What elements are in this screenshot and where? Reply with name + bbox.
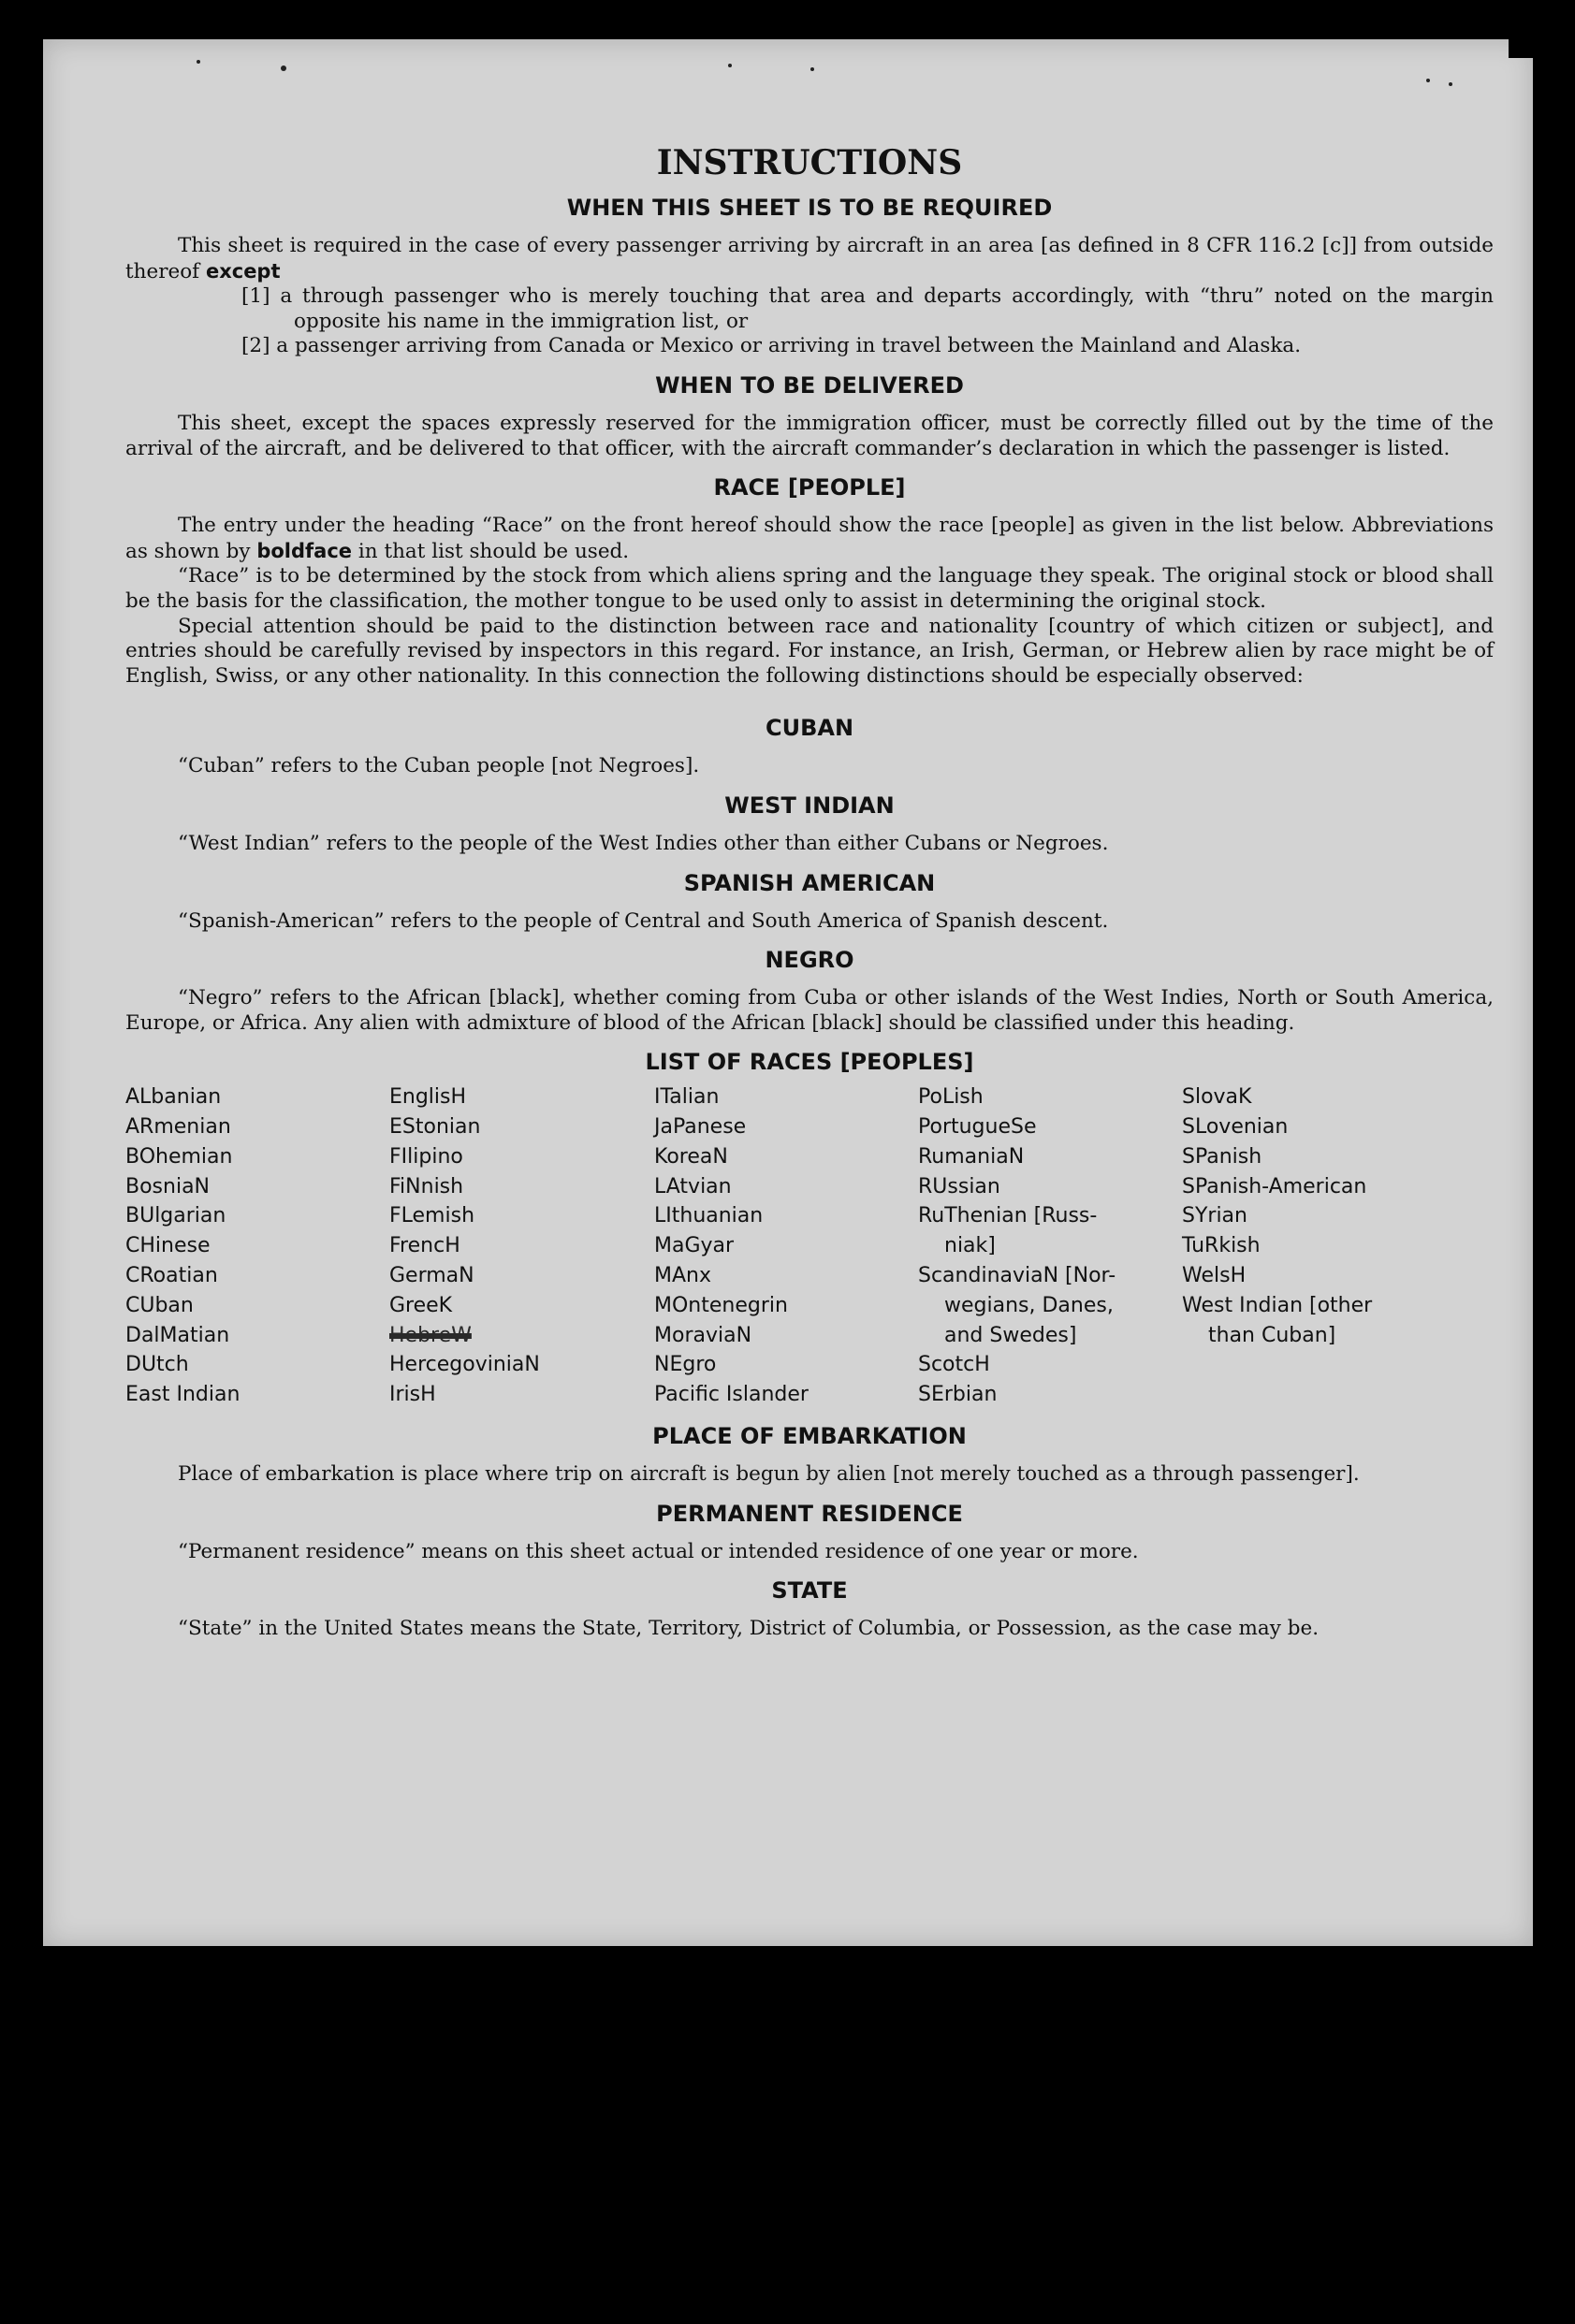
race-p1-end: in that list should be used.	[352, 539, 630, 563]
race-entry: CRoatian	[125, 1264, 218, 1288]
race-entry: BUlgarian	[125, 1204, 226, 1228]
race-entry: SErbian	[918, 1383, 998, 1407]
document-sheet	[43, 39, 1533, 1946]
race-entry-continued: than Cuban]	[1208, 1323, 1336, 1347]
race-entry: ScandinaviaN [Nor-	[918, 1264, 1116, 1288]
race-entry: PoLish	[918, 1085, 984, 1110]
heading-west-indian: WEST INDIAN	[724, 792, 895, 819]
race-entry: DUtch	[125, 1353, 189, 1377]
race-entry-continued: wegians, Danes,	[944, 1293, 1114, 1317]
heading-required: WHEN THIS SHEET IS TO BE REQUIRED	[566, 195, 1053, 221]
race-entry: ARmenian	[125, 1115, 231, 1140]
speck-mark	[197, 60, 200, 64]
race-entry: RUssian	[918, 1174, 1000, 1198]
heading-delivered: WHEN TO BE DELIVERED	[655, 371, 964, 399]
race-paragraph-1	[125, 514, 1494, 564]
race-entry: MaGyar	[654, 1234, 735, 1258]
race-entry: EnglisH	[389, 1085, 467, 1110]
instructions-content	[125, 140, 1494, 1642]
heading-state: STATE	[771, 1577, 848, 1605]
race-entry: MAnx	[654, 1264, 711, 1288]
race-entry: LIthuanian	[654, 1204, 764, 1228]
race-entry: BosniaN	[125, 1174, 211, 1198]
speck-mark	[1426, 79, 1430, 82]
race-entry: KoreaN	[654, 1144, 728, 1169]
heading-races-list: LIST OF RACES [PEOPLES]	[645, 1049, 974, 1076]
race-entry: FLemish	[389, 1204, 475, 1228]
race-entry: SLovenian	[1182, 1115, 1289, 1140]
state-text: “State” in the United States means the State, Territory, District of Columbia, or Possession, as the case may be.	[178, 1617, 1320, 1641]
race-entry: SPanish-American	[1182, 1174, 1367, 1198]
race-entry: Pacific Islander	[654, 1383, 809, 1407]
west-indian-text: “West Indian” refers to the people of the West Indies other than either Cubans or Negroes.	[178, 831, 1109, 855]
speck-mark	[728, 64, 732, 67]
race-paragraph-2: “Race” is to be determined by the stock from which aliens spring and the language they speak. The original stock or blood shall be the basis for the classification, the mother tongue to be used only to assist in determining the original stock.	[125, 564, 1494, 613]
race-entry-continued: and Swedes]	[944, 1323, 1077, 1347]
race-entry: MoraviaN	[654, 1323, 752, 1347]
heading-race: RACE [PEOPLE]	[713, 474, 906, 501]
race-entry: ALbanian	[125, 1085, 222, 1110]
race-entry: FiNnish	[389, 1174, 464, 1198]
races-column-4	[918, 1082, 1182, 1410]
embarkation-text: Place of embarkation is place where trip on aircraft is begun by alien [not merely touched as a through passenger].	[178, 1462, 1360, 1487]
race-entry: GreeK	[389, 1293, 453, 1317]
heading-spanish-american: SPANISH AMERICAN	[683, 869, 936, 896]
race-entry: RuThenian [Russ-	[918, 1204, 1098, 1228]
race-entry: SPanish	[1182, 1144, 1262, 1169]
race-entry: ScotcH	[918, 1353, 990, 1377]
heading-cuban: CUBAN	[765, 715, 854, 742]
torn-corner	[1509, 39, 1533, 58]
race-entry: MOntenegrin	[654, 1293, 788, 1317]
race-entry: SlovaK	[1182, 1085, 1252, 1110]
required-intro	[125, 234, 1494, 284]
page-title: INSTRUCTIONS	[656, 143, 963, 182]
races-column-3	[654, 1082, 918, 1410]
races-column-5	[1182, 1082, 1446, 1410]
races-column-2	[389, 1082, 654, 1410]
required-item-2: [2] a passenger arriving from Canada or Mexico or arriving in travel between the Mainland and Alaska.	[241, 334, 1302, 358]
race-entry: BOhemian	[125, 1144, 233, 1169]
delivered-text: This sheet, except the spaces expressly reserved for the immigration officer, must be correctly filled out by the time of the arrival of the aircraft, and be delivered to that officer, with the aircraft commander’s declaration in which the passenger is listed.	[125, 411, 1494, 460]
required-intro-bold: except	[205, 259, 281, 283]
race-entry: RumaniaN	[918, 1144, 1025, 1169]
race-entry: TuRkish	[1182, 1234, 1261, 1258]
race-entry-struck: HebreW	[389, 1323, 472, 1347]
speck-mark	[1449, 82, 1452, 86]
race-entry: DalMatian	[125, 1323, 230, 1347]
races-list	[125, 1082, 1494, 1410]
speck-mark	[281, 65, 286, 71]
heading-negro: NEGRO	[765, 947, 854, 974]
speck-mark	[810, 67, 814, 71]
spanish-american-text: “Spanish-American” refers to the people of Central and South America of Spanish descent.	[178, 908, 1109, 933]
race-entry: LAtvian	[654, 1174, 732, 1198]
race-paragraph-3: Special attention should be paid to the distinction between race and nationality [country of which citizen or subject], and entries should be carefully revised by inspectors in this regard. For instance, an Irish, German, or Hebrew alien by race might be of English, Swiss, or any other nationality. In this connection the following distinctions should be especially observed:	[125, 614, 1494, 688]
race-entry: FrencH	[389, 1234, 460, 1258]
race-entry: JaPanese	[654, 1115, 747, 1140]
race-p1-text: The entry under the heading “Race” on the front hereof should show the race [people] as given in the list below. Abbreviations as shown by	[125, 514, 1494, 563]
negro-text: “Negro” refers to the African [black], whether coming from Cuba or other islands of the West Indies, North or South America, Europe, or Africa. Any alien with admixture of blood of the African [black] should be classified under this heading.	[125, 986, 1494, 1035]
race-entry: HercegoviniaN	[389, 1353, 540, 1377]
cuban-text: “Cuban” refers to the Cuban people [not Negroes].	[178, 754, 700, 778]
heading-embarkation: PLACE OF EMBARKATION	[652, 1423, 967, 1450]
race-entry: CUban	[125, 1293, 194, 1317]
heading-residence: PERMANENT RESIDENCE	[656, 1500, 963, 1527]
required-item-1: [1] a through passenger who is merely touching that area and departs accordingly, with “thru” noted on the margin opposite his name in the immigration list, or	[241, 284, 1494, 333]
race-entry: FIlipino	[389, 1144, 463, 1169]
required-intro-text: This sheet is required in the case of every passenger arriving by aircraft in an area [as defined in 8 CFR 116.2 [c]] from outside thereof	[125, 234, 1494, 283]
race-entry: WelsH	[1182, 1264, 1247, 1288]
race-entry: PortugueSe	[918, 1115, 1037, 1140]
race-entry: SYrian	[1182, 1204, 1247, 1228]
race-entry: EStonian	[389, 1115, 481, 1140]
races-column-1	[125, 1082, 389, 1410]
race-entry: East Indian	[125, 1383, 241, 1407]
race-entry: NEgro	[654, 1353, 717, 1377]
race-entry-continued: niak]	[944, 1234, 996, 1258]
race-p1-bold: boldface	[256, 539, 353, 562]
race-entry: IrisH	[389, 1383, 436, 1407]
race-entry: West Indian [other	[1182, 1293, 1373, 1317]
race-entry: ITalian	[654, 1085, 720, 1110]
race-entry: GermaN	[389, 1264, 474, 1288]
race-entry: CHinese	[125, 1234, 211, 1258]
residence-text: “Permanent residence” means on this sheet actual or intended residence of one year or more.	[178, 1539, 1139, 1563]
